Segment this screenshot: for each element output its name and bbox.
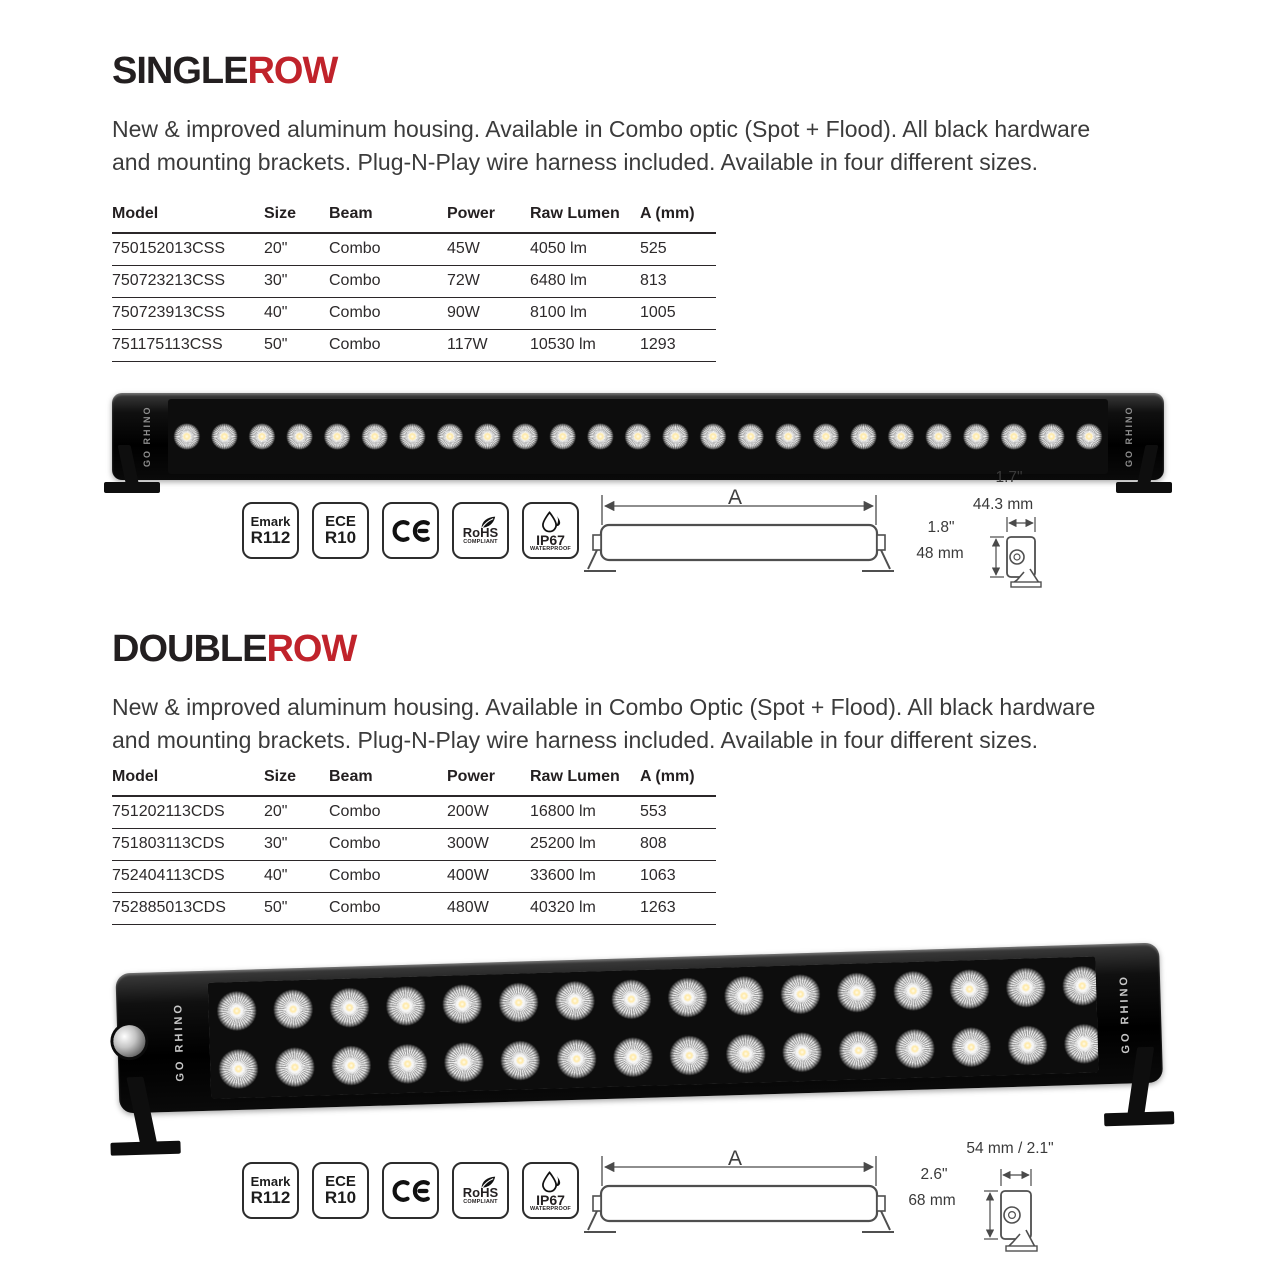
doublerow-title-red: ROW [266,628,357,670]
column-header: Size [264,199,329,233]
singlerow-width-in-label: 1.7" [995,469,1023,486]
singlerow-cert-badges [242,502,579,559]
pivot-bolt [113,1025,146,1058]
table-cell: 40" [264,298,329,330]
singlerow-desc-line2: and mounting brackets. Plug-N-Play wire harness included. Available in four different sizes. [112,149,1039,175]
table-cell: 1293 [640,330,716,362]
badge-label: RoHS [462,525,499,540]
table-header-row [112,199,716,233]
table-cell: 30" [264,829,329,861]
singlerow-height-in-label: 1.8" [927,519,955,536]
table-cell: 10530 lm [530,330,640,362]
table-cell: Combo [329,893,447,925]
badge-ece-r10 [312,1162,369,1219]
table-row [112,829,716,861]
singlerow-sideview-drawing [984,514,1046,588]
singlerow-desc-line1: New & improved aluminum housing. Available in Combo optic (Spot + Flood). All black hardware [112,116,1091,142]
table-cell: 72W [447,266,530,298]
table-cell: 50" [264,330,329,362]
table-cell: 117W [447,330,530,362]
water-drop-icon [540,1170,562,1194]
table-cell: 200W [447,796,530,829]
column-header: A (mm) [640,762,716,796]
table-row [112,266,716,298]
table-row [112,233,716,266]
singlerow-lightbar-image [112,393,1164,480]
badge-label: Emark [250,1174,291,1189]
badge-label: IP67 [536,531,565,548]
mount-bracket-left [106,445,162,493]
ce-mark-icon [390,519,432,543]
badge-label: R10 [324,528,357,547]
bar-brand-text-right: GO RHINO [1124,405,1134,468]
badge-label: ECE [325,513,356,530]
column-header: Raw Lumen [530,199,640,233]
table-cell: 300W [447,829,530,861]
column-header: Model [112,199,264,233]
doublerow-height-mm-label: 68 mm [908,1192,956,1209]
table-cell: 6480 lm [530,266,640,298]
badge-label: Emark [250,514,291,529]
table-cell: 750723213CSS [112,266,264,298]
badge-label: IP67 [536,1191,565,1208]
table-cell: 4050 lm [530,233,640,266]
column-header: Raw Lumen [530,762,640,796]
table-cell: Combo [329,298,447,330]
table-header-row [112,762,716,796]
doublerow-sideview-drawing [978,1166,1040,1254]
column-header: A (mm) [640,199,716,233]
doublerow-lightbar-image [115,943,1164,1164]
table-cell: 20" [264,233,329,266]
badge-ce [382,1162,439,1219]
table-cell: Combo [329,266,447,298]
bar-brand-text-left: GO RHINO [172,1001,187,1082]
table-cell: 40" [264,861,329,893]
badge-ce [382,502,439,559]
doublerow-desc-line2: and mounting brackets. Plug-N-Play wire harness included. Available in four different sizes. [112,727,1039,753]
column-header: Size [264,762,329,796]
table-cell: Combo [329,233,447,266]
singlerow-spec-table [112,199,716,362]
singlerow-height-mm-label: 48 mm [916,545,964,562]
table-cell: 751202113CDS [112,796,264,829]
singlerow-width-mm-label: 44.3 mm [972,496,1034,513]
table-cell: 25200 lm [530,829,640,861]
doublerow-title-black: DOUBLE [112,628,267,670]
table-cell: 30" [264,266,329,298]
table-row [112,861,716,893]
table-cell: 752404113CDS [112,861,264,893]
badge-rohs [452,502,509,559]
table-row [112,893,716,925]
table-cell: 8100 lm [530,298,640,330]
badge-emark-r112 [242,1162,299,1219]
column-header: Beam [329,199,447,233]
singlerow-description [112,113,1090,179]
table-cell: Combo [329,796,447,829]
doublerow-length-label: A [728,1147,743,1170]
singlerow-title [112,50,337,93]
singlerow-title-black: SINGLE [112,50,248,92]
table-cell: 480W [447,893,530,925]
table-cell: 525 [640,233,716,266]
badge-ip67 [522,502,579,559]
table-cell: 553 [640,796,716,829]
badge-label: WATERPROOF [529,1205,571,1212]
column-header: Power [447,762,530,796]
badge-label: COMPLIANT [463,1199,498,1205]
table-cell: Combo [329,861,447,893]
table-cell: 90W [447,298,530,330]
doublerow-spec-table [112,762,716,925]
table-cell: 40320 lm [530,893,640,925]
badge-label: R112 [250,1188,291,1207]
table-cell: 813 [640,266,716,298]
table-cell: 751175113CSS [112,330,264,362]
table-cell: 45W [447,233,530,266]
doublerow-width-label: 54 mm / 2.1" [966,1140,1054,1157]
mount-bracket-right [1114,445,1170,493]
table-cell: 50" [264,893,329,925]
badge-ece-r10 [312,502,369,559]
table-cell: Combo [329,829,447,861]
bar-brand-text-left: GO RHINO [142,405,152,468]
badge-label: R10 [324,1188,357,1207]
table-cell: 750152013CSS [112,233,264,266]
column-header: Beam [329,762,447,796]
mount-bracket-left [111,1076,185,1156]
badge-ip67 [522,1162,579,1219]
table-cell: 1263 [640,893,716,925]
column-header: Power [447,199,530,233]
singlerow-length-label: A [728,486,743,509]
bar-brand-text-right: GO RHINO [1117,973,1133,1054]
badge-label: RoHS [462,1185,499,1200]
badge-label: R112 [250,528,291,547]
badge-rohs [452,1162,509,1219]
table-row [112,298,716,330]
table-cell: 752885013CDS [112,893,264,925]
table-cell: Combo [329,330,447,362]
table-cell: 750723913CSS [112,298,264,330]
doublerow-height-in-label: 2.6" [920,1166,948,1183]
doublerow-desc-line1: New & improved aluminum housing. Available in Combo Optic (Spot + Flood). All black hardware [112,694,1096,720]
column-header: Model [112,762,264,796]
led-reflector-strip [168,399,1108,474]
doublerow-title [112,628,356,671]
table-row [112,330,716,362]
led-reflector-strip [208,956,1099,1098]
badge-label: ECE [325,1173,356,1190]
table-cell: 33600 lm [530,861,640,893]
table-cell: 751803113CDS [112,829,264,861]
doublerow-cert-badges [242,1162,579,1219]
table-cell: 1063 [640,861,716,893]
badge-label: WATERPROOF [529,545,571,552]
badge-label: COMPLIANT [463,539,498,545]
table-row [112,796,716,829]
mount-bracket-right [1098,1046,1172,1126]
doublerow-description [112,691,1095,757]
badge-emark-r112 [242,502,299,559]
table-cell: 16800 lm [530,796,640,829]
table-cell: 808 [640,829,716,861]
table-cell: 20" [264,796,329,829]
water-drop-icon [540,510,562,534]
table-cell: 1005 [640,298,716,330]
ce-mark-icon [390,1179,432,1203]
singlerow-title-red: ROW [247,50,338,92]
table-cell: 400W [447,861,530,893]
